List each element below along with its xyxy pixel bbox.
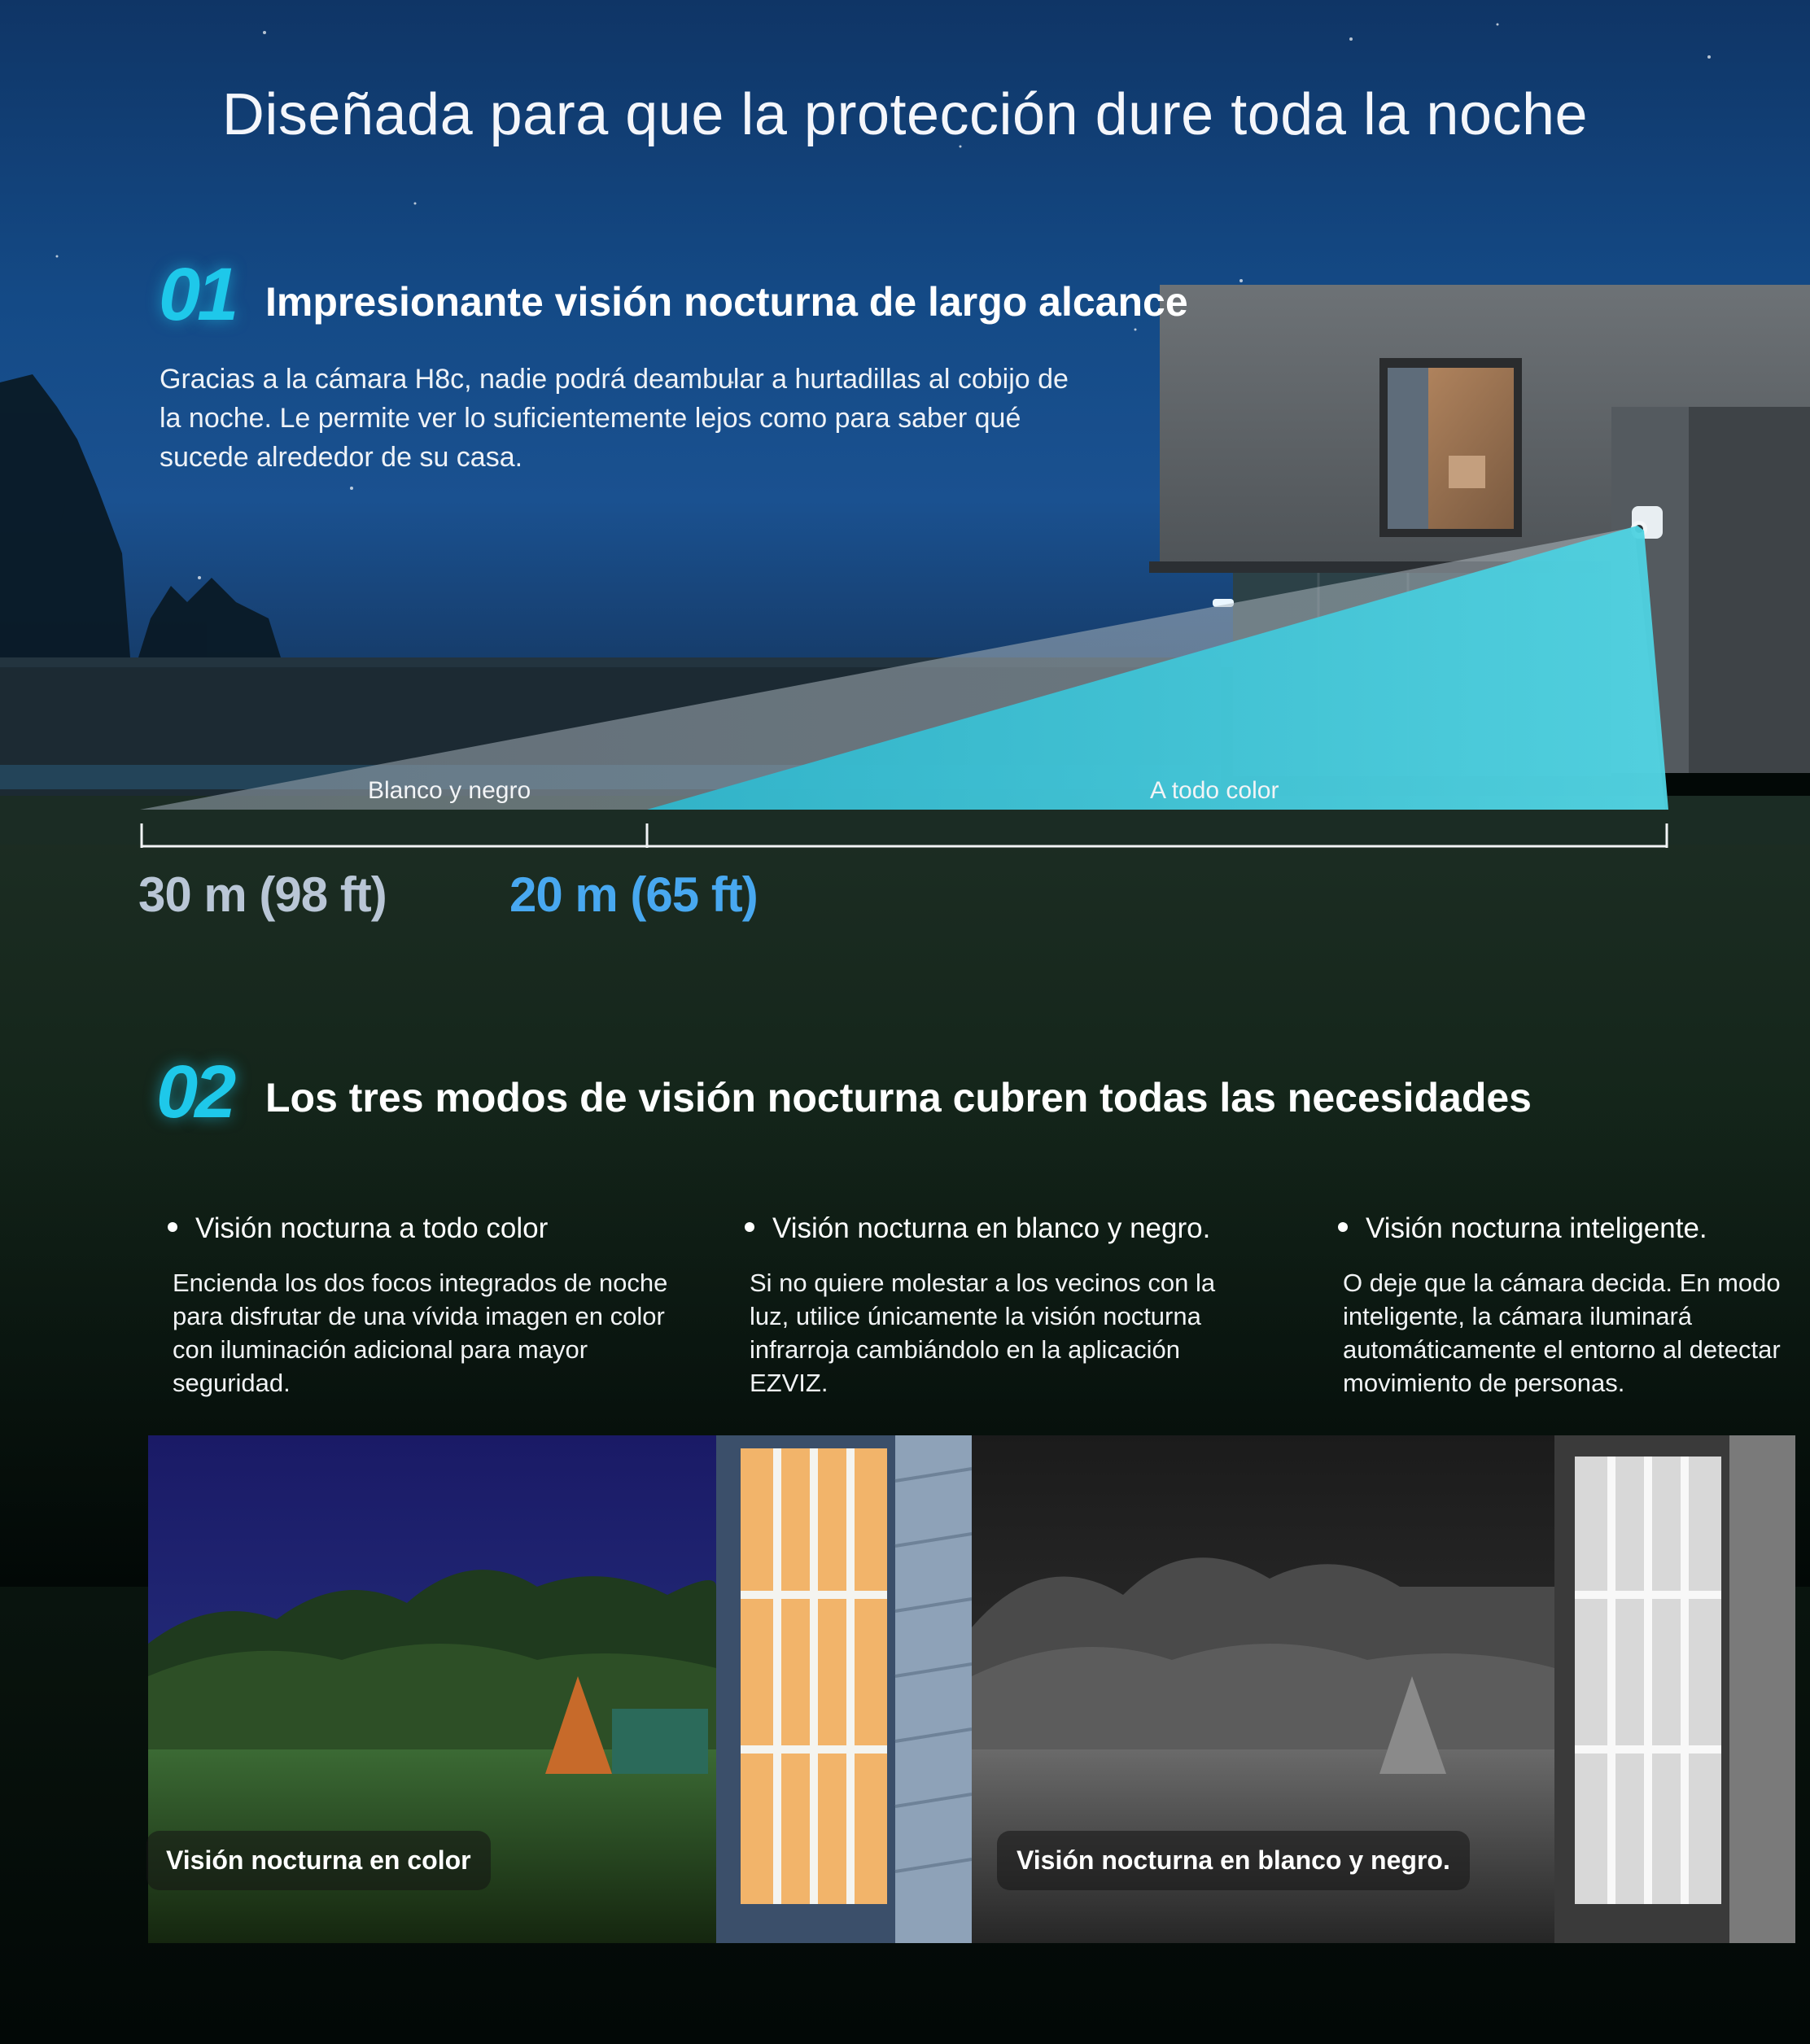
description-line: infrarroja cambiándolo en la aplicación	[750, 1335, 1181, 1364]
description-line: luz, utilice únicamente la visión nocturna	[750, 1302, 1201, 1330]
description-line: movimiento de personas.	[1343, 1369, 1625, 1397]
section-1-heading: Impresionante visión nocturna de largo alcance	[265, 279, 1188, 325]
bw-photo-caption: Visión nocturna en blanco y negro.	[997, 1831, 1470, 1890]
description-line: automáticamente el entorno al detectar	[1343, 1335, 1781, 1364]
description-line: Si no quiere molestar a los vecinos con la	[750, 1269, 1216, 1297]
color-range-label: A todo color	[1150, 777, 1279, 804]
mode-title	[168, 1212, 721, 1245]
mode-description	[750, 1266, 1298, 1400]
mode-black-white	[745, 1212, 1298, 1400]
mode-title-text: Visión nocturna a todo color	[195, 1212, 549, 1244]
mode-title	[1338, 1212, 1810, 1245]
paragraph-line: la noche. Le permite ver lo suficientemente lejos como para saber qué	[160, 403, 1021, 434]
description-line: para disfrutar de una vívida imagen en color	[173, 1302, 665, 1330]
description-line: EZVIZ.	[750, 1369, 828, 1397]
bw-distance: 30 m (98 ft)	[138, 867, 387, 922]
mode-full-color	[168, 1212, 721, 1400]
section-1-paragraph	[160, 360, 1169, 477]
mode-title-text: Visión nocturna inteligente.	[1366, 1212, 1707, 1244]
page-title: Diseñada para que la protección dure toda la noche	[221, 82, 1589, 147]
description-line: seguridad.	[173, 1369, 291, 1397]
bullet-icon	[1338, 1222, 1348, 1232]
section-number-02: 02	[156, 1050, 234, 1133]
paragraph-line: sucede alrededor de su casa.	[160, 442, 523, 473]
mode-description	[1343, 1266, 1810, 1400]
mode-smart	[1338, 1212, 1810, 1400]
description-line: inteligente, la cámara iluminará	[1343, 1302, 1693, 1330]
section-2-heading: Los tres modos de visión nocturna cubren todas las necesidades	[265, 1075, 1532, 1120]
color-distance: 20 m (65 ft)	[509, 867, 758, 922]
description-line: con iluminación adicional para mayor	[173, 1335, 588, 1364]
bullet-icon	[745, 1222, 754, 1232]
color-photo-caption: Visión nocturna en color	[146, 1831, 491, 1890]
mode-title	[745, 1212, 1298, 1245]
description-line: Encienda los dos focos integrados de noche	[173, 1269, 668, 1297]
description-line: O deje que la cámara decida. En modo	[1343, 1269, 1781, 1297]
bw-range-label: Blanco y negro	[368, 777, 531, 804]
mode-title-text: Visión nocturna en blanco y negro.	[772, 1212, 1211, 1244]
paragraph-line: Gracias a la cámara H8c, nadie podrá deambular a hurtadillas al cobijo de	[160, 364, 1069, 395]
section-number-01: 01	[159, 253, 236, 336]
bullet-icon	[168, 1222, 177, 1232]
mode-description	[173, 1266, 721, 1400]
